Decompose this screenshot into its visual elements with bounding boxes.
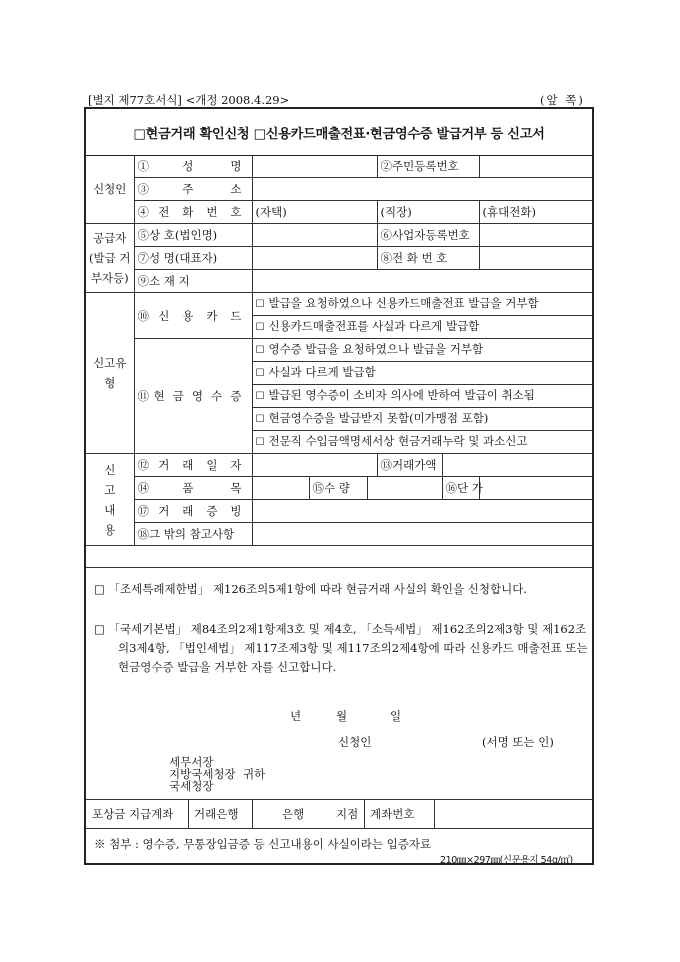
receipt-option-5[interactable]: ☐ 전문직 수입금액명세서상 현금거래누락 및 과소신고 bbox=[252, 431, 592, 454]
credit-card-label: ⑩신 용 카 드 bbox=[134, 293, 252, 339]
report-type-section: 신고유형 bbox=[86, 293, 134, 454]
name-label: ①성 명 bbox=[134, 155, 252, 178]
phone-home-field[interactable] bbox=[252, 201, 377, 224]
representative-label: ⑦성 명(대표자) bbox=[134, 247, 252, 270]
quantity-label: ⑮수 량 bbox=[309, 477, 367, 500]
form-title: □현금거래 확인신청 □신용카드매출전표·현금영수증 발급거부 등 신고서 bbox=[86, 109, 592, 156]
year-label: 년 bbox=[290, 709, 302, 723]
trade-amount-label: ⑬거래가액 bbox=[377, 454, 442, 477]
reward-account-label: 포상금 지급계좌 bbox=[92, 807, 174, 821]
representative-field[interactable] bbox=[252, 247, 377, 270]
declaration-para-2: □ 「국세기본법」 제84조의2제1항제3호 및 제4호, 「소득세법」 제162조의2제3항 및 제162조의3제4항, 「법인세법」 제117조제3항 및 제117조의2제4항에 따라 신용카드 매출전표 또는 현금영수증 발급을 거부한 자를 신고합니다. bbox=[94, 622, 588, 674]
phone-work-label: (직장) bbox=[380, 205, 412, 219]
checkbox-icon[interactable]: ☐ bbox=[255, 391, 265, 402]
checkbox-icon[interactable]: ☐ bbox=[255, 437, 265, 448]
form-number: [별지 제77호서식] <개정 2008.4.29> bbox=[88, 93, 290, 107]
unit-price-label: ⑯단 가 bbox=[442, 477, 479, 500]
notes-field[interactable] bbox=[252, 523, 592, 546]
item-field[interactable] bbox=[252, 477, 309, 500]
trade-amount-field[interactable] bbox=[442, 454, 592, 477]
declaration-para-1: □ 「조세특례제한법」 제126조의5제1항에 따라 현금거래 사실의 확인을 신청합니다. bbox=[94, 582, 527, 596]
receipt-option-4[interactable]: ☐ 현금영수증을 발급받지 못함(미가맹점 포함) bbox=[252, 408, 592, 431]
evidence-label: ⑰거 래 증 빙 bbox=[134, 500, 252, 523]
checkbox-icon[interactable]: ☐ bbox=[255, 414, 265, 425]
branch-unit[interactable]: 지점 bbox=[336, 807, 359, 821]
name-field[interactable] bbox=[252, 155, 377, 178]
account-label: 계좌번호 bbox=[370, 807, 415, 821]
paper-spec: 210㎜×297㎜(신문용지 54g/㎡) bbox=[440, 855, 573, 866]
trade-date-field[interactable] bbox=[252, 454, 377, 477]
supplier-phone-label: ⑧전 화 번 호 bbox=[377, 247, 479, 270]
checkbox-icon[interactable]: ☐ bbox=[255, 368, 265, 379]
signature-field[interactable]: (서명 또는 인) bbox=[482, 735, 554, 749]
page-side: (앞 쪽) bbox=[540, 93, 585, 107]
evidence-field[interactable] bbox=[252, 500, 592, 523]
location-field[interactable] bbox=[252, 270, 592, 293]
supplier-phone-field[interactable] bbox=[479, 247, 592, 270]
report-content-section: 신 고 내 용 bbox=[86, 454, 134, 546]
bank-unit[interactable]: 은행 bbox=[282, 807, 305, 821]
trade-name-field[interactable] bbox=[252, 224, 377, 247]
resident-id-field[interactable] bbox=[479, 155, 592, 178]
phone-home-label: (자택) bbox=[255, 205, 287, 219]
bank-label: 거래은행 bbox=[194, 807, 239, 821]
card-option-2[interactable]: ☐ 신용카드매출전표를 사실과 다르게 발급함 bbox=[252, 316, 592, 339]
checkbox-icon[interactable]: ☐ bbox=[255, 345, 265, 356]
phone-mobile-field[interactable] bbox=[479, 201, 592, 224]
address-label: ③주 소 bbox=[134, 178, 252, 201]
applicant-section: 신청인 bbox=[86, 155, 134, 224]
phone-mobile-label: (휴대전화) bbox=[482, 205, 536, 219]
quantity-field[interactable] bbox=[367, 477, 442, 500]
bank-account-row bbox=[86, 799, 592, 829]
report-form bbox=[84, 107, 594, 865]
trade-date-label: ⑫거 래 일 자 bbox=[134, 454, 252, 477]
attachment-note: ※ 첨부 : 영수증, 무통장입금증 등 신고내용이 사실이라는 입증자료 bbox=[94, 837, 432, 851]
address-field[interactable] bbox=[252, 178, 592, 201]
form-table bbox=[86, 155, 592, 546]
trade-name-label: ⑤상 호(법인명) bbox=[134, 224, 252, 247]
addressee: 세무서장 지방국세청장 귀하 국세청장 bbox=[169, 755, 266, 793]
receipt-option-1[interactable]: ☐ 영수증 발급을 요청하였으나 발급을 거부함 bbox=[252, 339, 592, 362]
notes-label: ⑱그 밖의 참고사항 bbox=[134, 523, 252, 546]
biz-no-label: ⑥사업자등록번호 bbox=[377, 224, 479, 247]
card-option-1[interactable]: ☐ 발급을 요청하였으나 신용카드매출전표 발급을 거부함 bbox=[252, 293, 592, 316]
item-label: ⑭품 목 bbox=[134, 477, 252, 500]
receipt-option-3[interactable]: ☐ 발급된 영수증이 소비자 의사에 반하여 발급이 취소됨 bbox=[252, 385, 592, 408]
phone-work-field[interactable] bbox=[377, 201, 479, 224]
receipt-option-2[interactable]: ☐ 사실과 다르게 발급함 bbox=[252, 362, 592, 385]
phone-label: ④전 화 번 호 bbox=[134, 201, 252, 224]
resident-id-label: ②주민등록번호 bbox=[377, 155, 479, 178]
checkbox-icon[interactable]: ☐ bbox=[255, 322, 265, 333]
applicant-sign-label: 신청인 bbox=[338, 735, 372, 749]
checkbox-icon[interactable]: ☐ bbox=[255, 299, 265, 310]
biz-no-field[interactable] bbox=[479, 224, 592, 247]
declaration-block bbox=[86, 567, 592, 799]
supplier-section: 공급자 (발급 거부자등) bbox=[86, 224, 134, 293]
unit-price-field[interactable] bbox=[479, 477, 592, 500]
day-label: 일 bbox=[390, 709, 402, 723]
honorific: 귀하 bbox=[242, 767, 266, 781]
cash-receipt-label: ⑪현 금 영 수 증 bbox=[134, 339, 252, 454]
month-label: 월 bbox=[336, 709, 348, 723]
location-label: ⑨소 재 지 bbox=[134, 270, 252, 293]
